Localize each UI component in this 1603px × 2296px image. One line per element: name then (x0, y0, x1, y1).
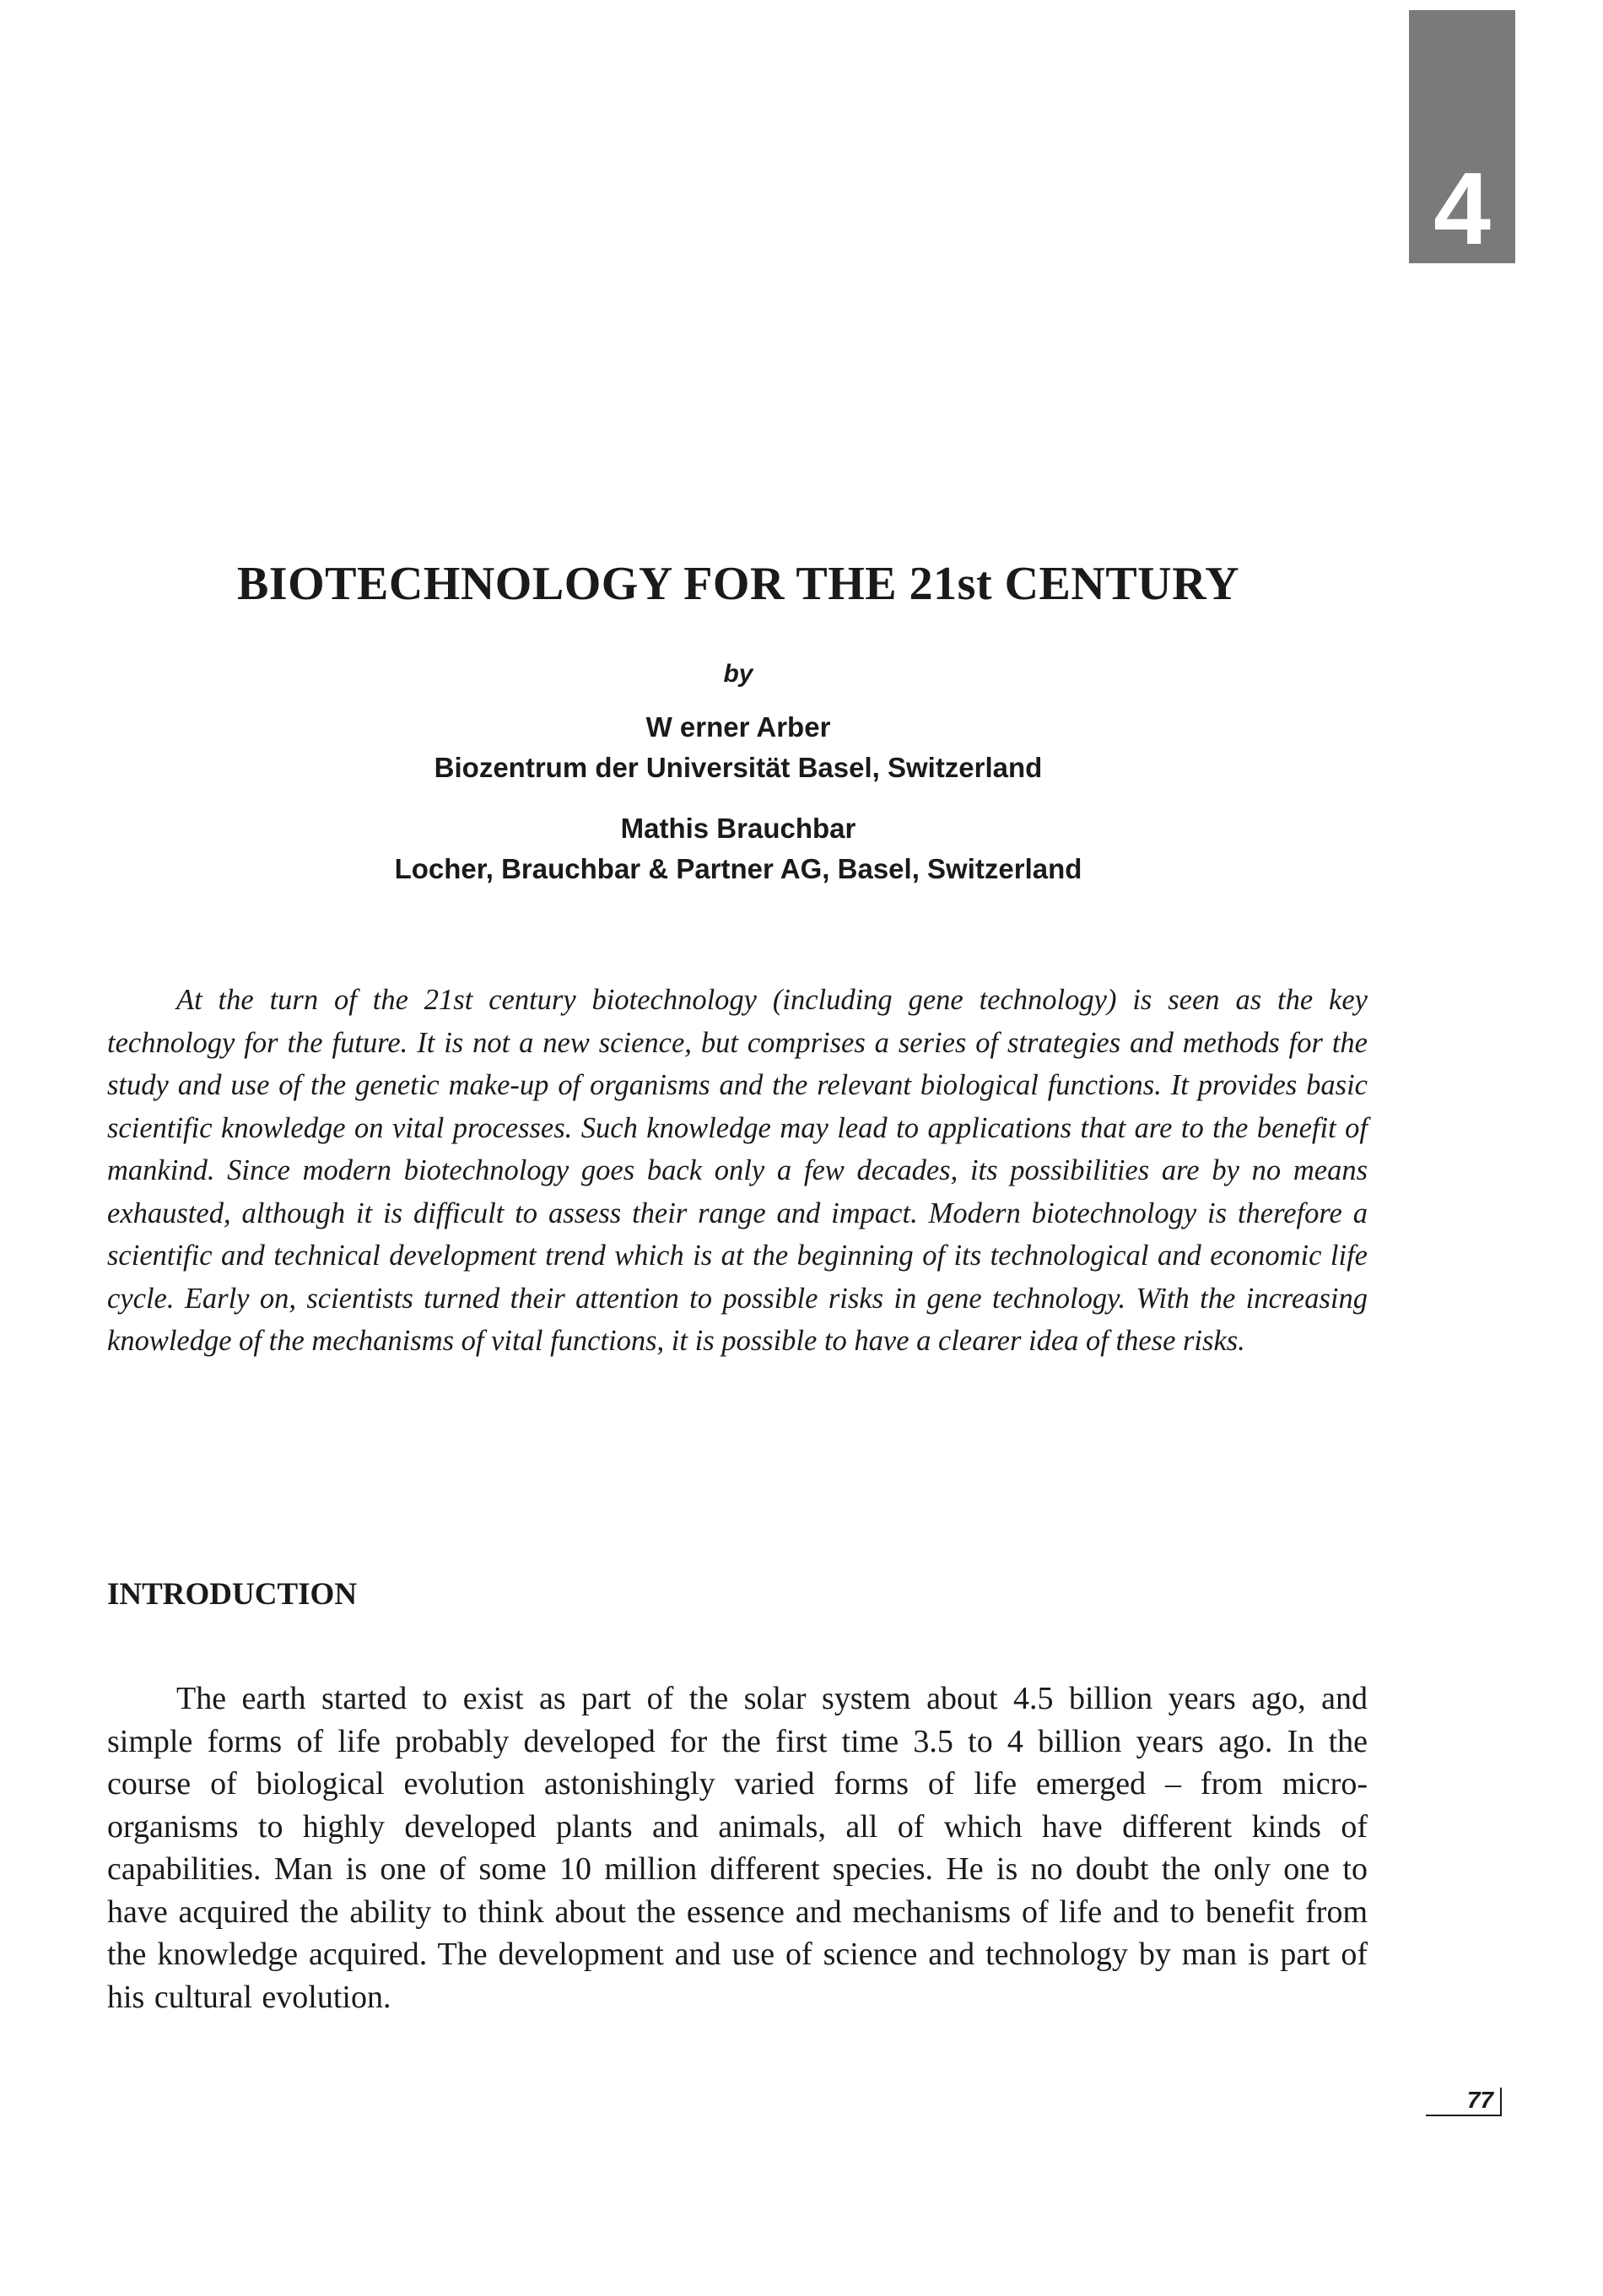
author-block (0, 707, 1476, 889)
abstract: At the turn of the 21st century biotechnology (including gene technology) is seen as the key technology for the future. It is not a new science, but comprises a series of strategies and methods for the study and use of the genetic make-up of organisms and the relevant biological functions. It provides basic scientific knowledge on vital processes. Such knowledge may lead to applications that are to the benefit of mankind. Since modern biotechnology goes back only a few decades, its possibilities are by no means exhausted, although it is difficult to assess their range and impact. Modern biotechnology is therefore a scientific and technical development trend which is at the beginning of its technological and economic life cycle. Early on, scientists turned their attention to possible risks in gene technology. With the increasing knowledge of the mechanisms of vital functions, it is possible to have a clearer idea of these risks. (107, 984, 1368, 1357)
introduction-paragraph: The earth started to exist as part of the solar system about 4.5 billion years ago, and simple forms of life probably developed for the first time 3.5 to 4 billion years ago. In the course of biological evolution astonishingly varied forms of life emerged – from micro-organisms to highly developed plants and animals, all of which have different kinds of capabilities. Man is one of some 10 million different species. He is no doubt the only one to have acquired the ability to think about the essence and mechanisms of life and to benefit from the knowledge acquired. The development and use of science and technology by man is part of his cultural evolution. (107, 1681, 1368, 2015)
author-affiliation: Biozentrum der Universität Basel, Switzerland (434, 752, 1043, 783)
author-affiliation: Locher, Brauchbar & Partner AG, Basel, Switzerland (394, 853, 1082, 884)
article-title: BIOTECHNOLOGY FOR THE 21st CENTURY (236, 558, 1240, 610)
page-number: 77 (1426, 2088, 1502, 2116)
section-heading-introduction: INTRODUCTION (107, 1577, 358, 1612)
author-name: W erner Arber (645, 711, 831, 743)
byline: by (723, 660, 753, 688)
chapter-number: 4 (1433, 151, 1491, 266)
author-name: Mathis Brauchbar (620, 813, 856, 844)
chapter-tab (1409, 10, 1515, 266)
